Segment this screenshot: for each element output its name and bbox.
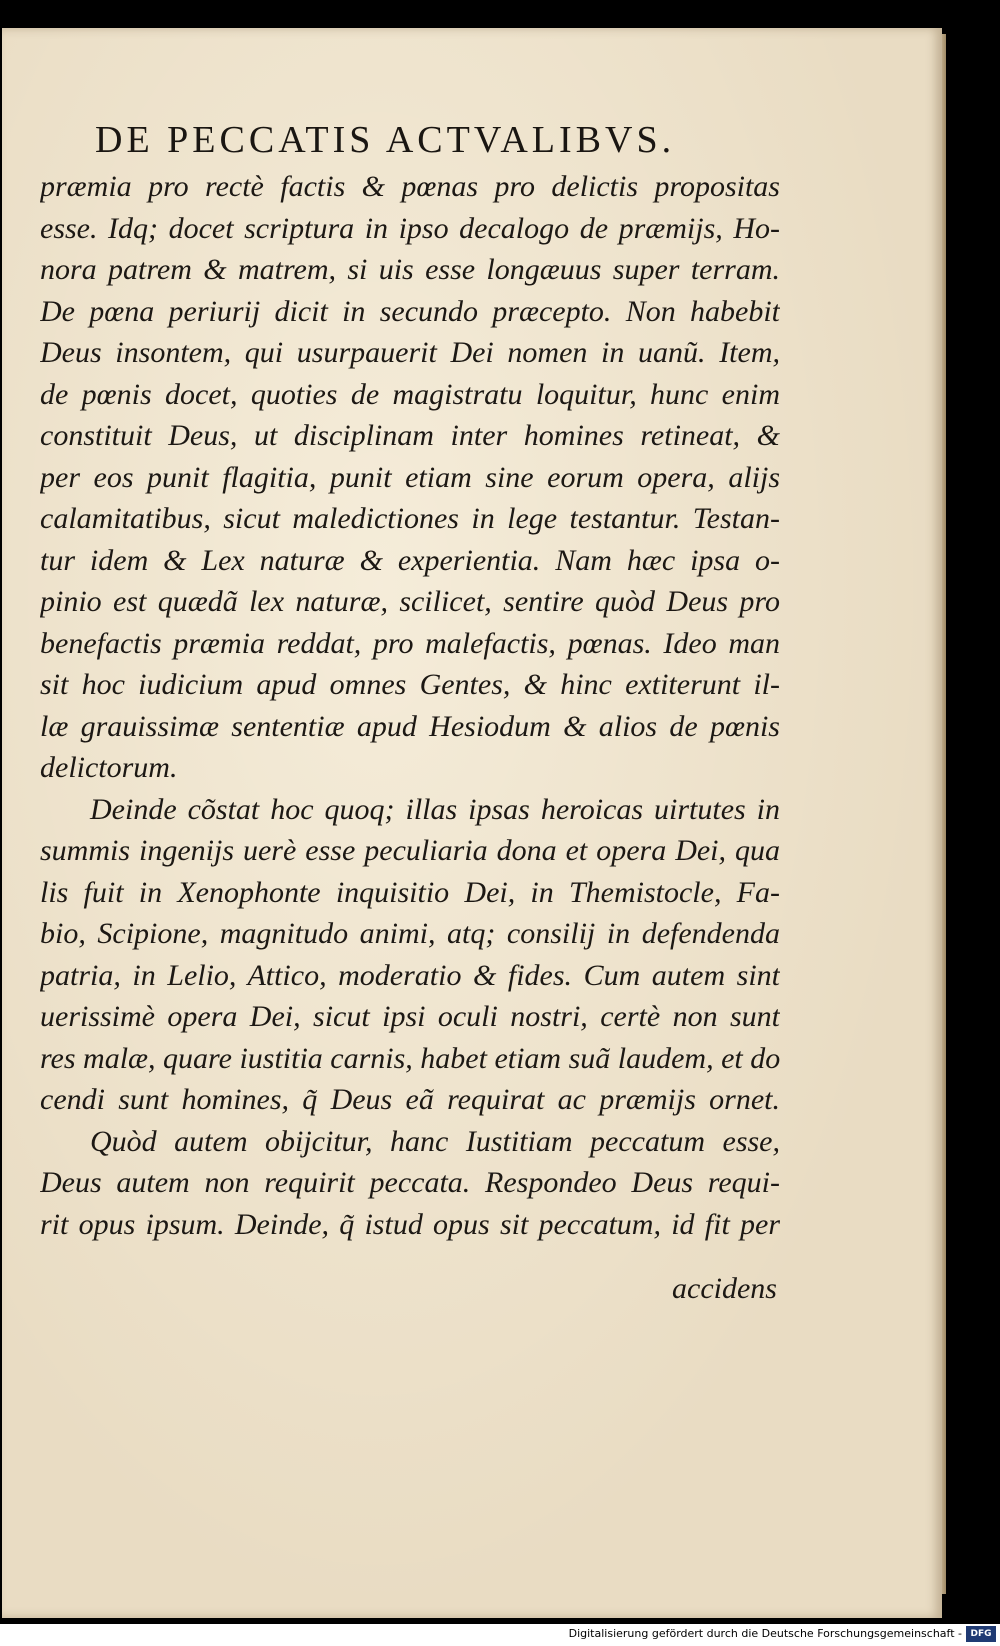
dfg-logo-icon: DFG: [966, 1626, 996, 1642]
text-line: calamitatibus, sicut maledictiones in lege testantur. Testan-: [40, 502, 780, 535]
text-line: bio, Scipione, magnitudo animi, atq; consilij in defendenda: [40, 917, 780, 950]
text-line: Deus autem non requirit peccata. Respondeo Deus requi-: [40, 1166, 780, 1199]
text-line: uerissimè opera Dei, sicut ipsi oculi nostri, certè non sunt: [40, 1000, 780, 1033]
text-line: esse. Idq; docet scriptura in ipso decalogo de præmijs, Ho-: [40, 211, 780, 245]
text-line: tur idem & Lex naturæ & experientia. Nam hæc ipsa o-: [40, 543, 780, 577]
text-line: cendi sunt homines, q̃ Deus eã requirat ac præmijs ornet.: [40, 1083, 780, 1116]
text-line: res malæ, quare iustitia carnis, habet etiam suã laudem, et do: [40, 1041, 780, 1075]
paragraph-start-line: Deinde cõstat hoc quoq; illas ipsas heroicas uirtutes in: [90, 792, 780, 826]
text-line: delictorum.: [40, 751, 178, 784]
footer-credit: Digitalisierung gefördert durch die Deutsche Forschungsgemeinschaft -: [568, 1627, 962, 1640]
text-line: nora patrem & matrem, si uis esse longæuus super terram.: [40, 253, 780, 286]
text-line: læ grauissimæ sententiæ apud Hesiodum & alios de pœnis: [40, 709, 780, 743]
text-line: summis ingenijs uerè esse peculiaria dona et opera Dei, qua: [40, 834, 780, 867]
text-line: benefactis præmia reddat, pro malefactis, pœnas. Ideo man: [40, 626, 780, 660]
running-head: DE PECCATIS ACTVALIBVS.: [95, 119, 676, 161]
catchword: accidens: [672, 1272, 777, 1305]
text-line: præmia pro rectè factis & pœnas pro delictis propositas: [40, 170, 780, 203]
text-line: constituit Deus, ut disciplinam inter homines retineat, &: [40, 419, 780, 452]
text-line: De pœna periurij dicit in secundo præcepto. Non habebit: [40, 294, 780, 328]
text-line: lis fuit in Xenophonte inquisitio Dei, in Themistocle, Fa-: [40, 875, 780, 909]
digitization-footer: [0, 1624, 1000, 1646]
text-line: rit opus ipsum. Deinde, q̃ istud opus sit peccatum, id fit per: [40, 1207, 780, 1241]
text-line: de pœnis docet, quoties de magistratu loquitur, hunc enim: [40, 377, 780, 411]
paragraph-start-line: Quòd autem obijcitur, hanc Iustitiam peccatum esse,: [90, 1124, 780, 1158]
text-line: pinio est quædã lex naturæ, scilicet, sentire quòd Deus pro: [40, 585, 780, 618]
text-line: sit hoc iudicium apud omnes Gentes, & hinc extiterunt il-: [40, 668, 780, 701]
text-line: Deus insontem, qui usurpauerit Dei nomen in uanũ. Item,: [40, 336, 780, 369]
text-line: per eos punit flagitia, punit etiam sine eorum opera, alijs: [40, 460, 780, 494]
text-line: patria, in Lelio, Attico, moderatio & fides. Cum autem sint: [40, 958, 780, 992]
text-block: [40, 166, 780, 1245]
